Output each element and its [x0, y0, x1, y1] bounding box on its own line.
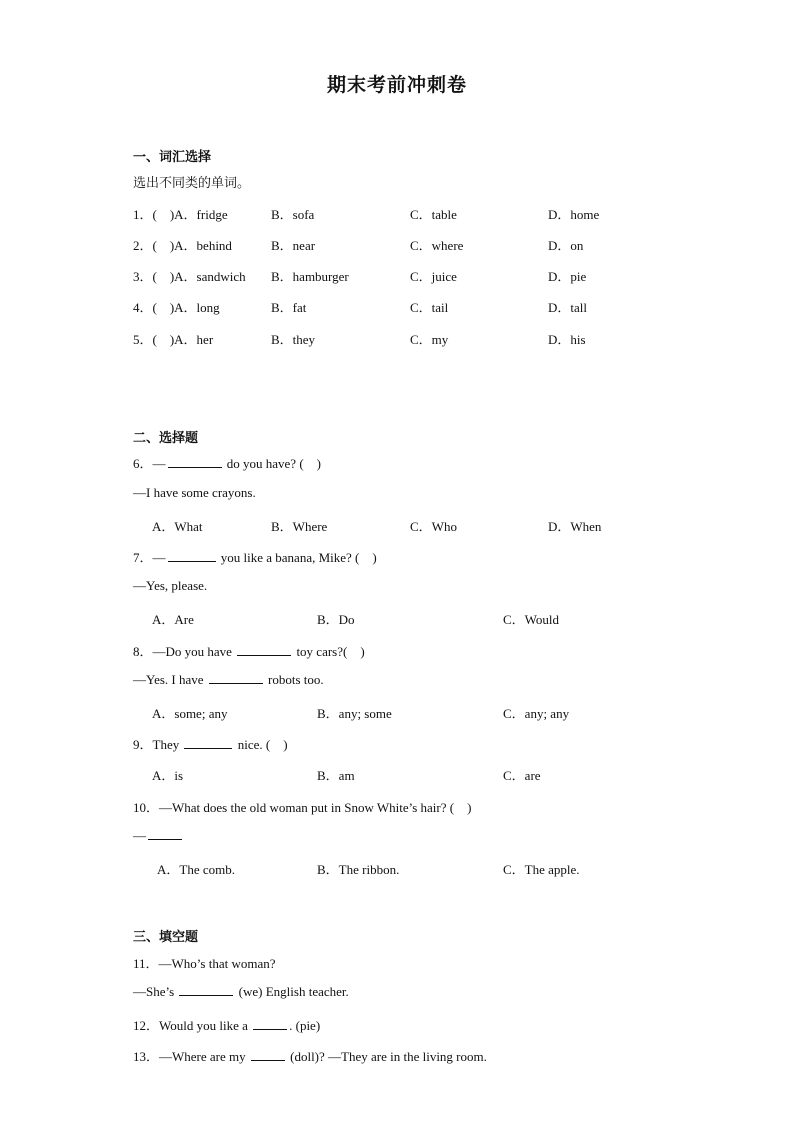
option-c: C．tail — [410, 300, 449, 315]
answer-blank[interactable] — [168, 550, 216, 562]
question-text: nice. ( ) — [234, 737, 288, 752]
option-b: B．Where — [271, 519, 328, 534]
answer-blank[interactable] — [209, 672, 263, 684]
reply-text: robots too. — [264, 672, 324, 687]
question-stem — [133, 734, 288, 753]
option-c: C．my — [410, 332, 449, 347]
answer-blank[interactable] — [253, 1018, 287, 1030]
option-d: D．pie — [548, 269, 587, 284]
question-text: 8．—Do you have — [133, 644, 236, 659]
dialog-reply: —I have some crayons. — [133, 485, 256, 500]
answer-blank[interactable] — [237, 644, 291, 656]
reply-text: —She’s — [133, 984, 178, 999]
option-c: C．The apple. — [503, 862, 580, 877]
option-b: B．Do — [317, 612, 355, 627]
option-c: C．juice — [410, 269, 457, 284]
option-a: A．The comb. — [157, 862, 235, 877]
question-text: . (pie) — [289, 1018, 321, 1033]
option-a: A．Are — [152, 612, 194, 627]
option-b: B．fat — [271, 300, 307, 315]
dialog-reply — [133, 828, 184, 844]
question-stem: 10．—What does the old woman put in Snow White’s hair? ( ) — [133, 800, 472, 815]
option-a: A．is — [152, 768, 184, 783]
section-heading-2: 二、选择题 — [133, 431, 199, 446]
option-d: D．tall — [548, 300, 587, 315]
section-instruction: 选出不同类的单词。 — [133, 176, 251, 191]
dialog-reply — [133, 672, 324, 688]
option-d: D．When — [548, 519, 602, 534]
option-c: C．table — [410, 207, 457, 222]
answer-blank[interactable] — [184, 737, 232, 749]
reply-text: (we) English teacher. — [235, 984, 349, 999]
option-c: C．Would — [503, 612, 560, 627]
question-text: 9．They — [133, 737, 183, 752]
option-d: D．on — [548, 238, 584, 253]
section-heading-3: 三、填空题 — [133, 930, 199, 945]
option-b: B．any; some — [317, 706, 392, 721]
question-stem — [133, 1015, 320, 1034]
question-stem: 11．—Who’s that woman? — [133, 956, 276, 971]
question-stem — [133, 547, 377, 566]
option-a: A．What — [152, 519, 203, 534]
reply-text: —Yes. I have — [133, 672, 207, 687]
page-title: 期末考前冲刺卷 — [326, 74, 467, 96]
option-b: B．The ribbon. — [317, 862, 400, 877]
question-text: 12．Would you like a — [133, 1018, 252, 1033]
question-number: 7．— — [133, 550, 166, 565]
reply-text: — — [133, 828, 146, 843]
answer-blank[interactable] — [168, 456, 222, 468]
question-text: 13．—Where are my — [133, 1049, 249, 1064]
option-c: C．are — [503, 768, 541, 783]
question-stem: 1．( )A．fridge — [133, 207, 228, 222]
question-stem — [133, 641, 365, 660]
option-b: B．near — [271, 238, 316, 253]
option-d: D．home — [548, 207, 600, 222]
question-stem — [133, 453, 321, 472]
question-text: toy cars?( ) — [293, 644, 365, 659]
option-b: B．sofa — [271, 207, 315, 222]
option-c: C．where — [410, 238, 464, 253]
question-stem: 3．( )A．sandwich — [133, 269, 246, 284]
question-text: do you have? ( ) — [223, 456, 321, 471]
option-d: D．his — [548, 332, 586, 347]
dialog-reply — [133, 984, 349, 1000]
option-b: B．hamburger — [271, 269, 349, 284]
answer-blank[interactable] — [179, 984, 233, 996]
question-text: you like a banana, Mike? ( ) — [217, 550, 377, 565]
option-a: A．some; any — [152, 706, 228, 721]
question-number: 6．— — [133, 456, 166, 471]
question-stem — [133, 1046, 487, 1065]
dialog-reply: —Yes, please. — [133, 578, 208, 593]
section-heading-1: 一、词汇选择 — [133, 150, 212, 165]
option-c: C．Who — [410, 519, 457, 534]
option-c: C．any; any — [503, 706, 570, 721]
question-text: (doll)? —They are in the living room. — [286, 1049, 487, 1064]
answer-blank[interactable] — [148, 828, 182, 840]
option-b: B．am — [317, 768, 355, 783]
question-stem: 2．( )A．behind — [133, 238, 232, 253]
question-stem: 5．( )A．her — [133, 332, 214, 347]
option-b: B．they — [271, 332, 316, 347]
question-stem: 4．( )A．long — [133, 300, 220, 315]
answer-blank[interactable] — [251, 1049, 285, 1061]
